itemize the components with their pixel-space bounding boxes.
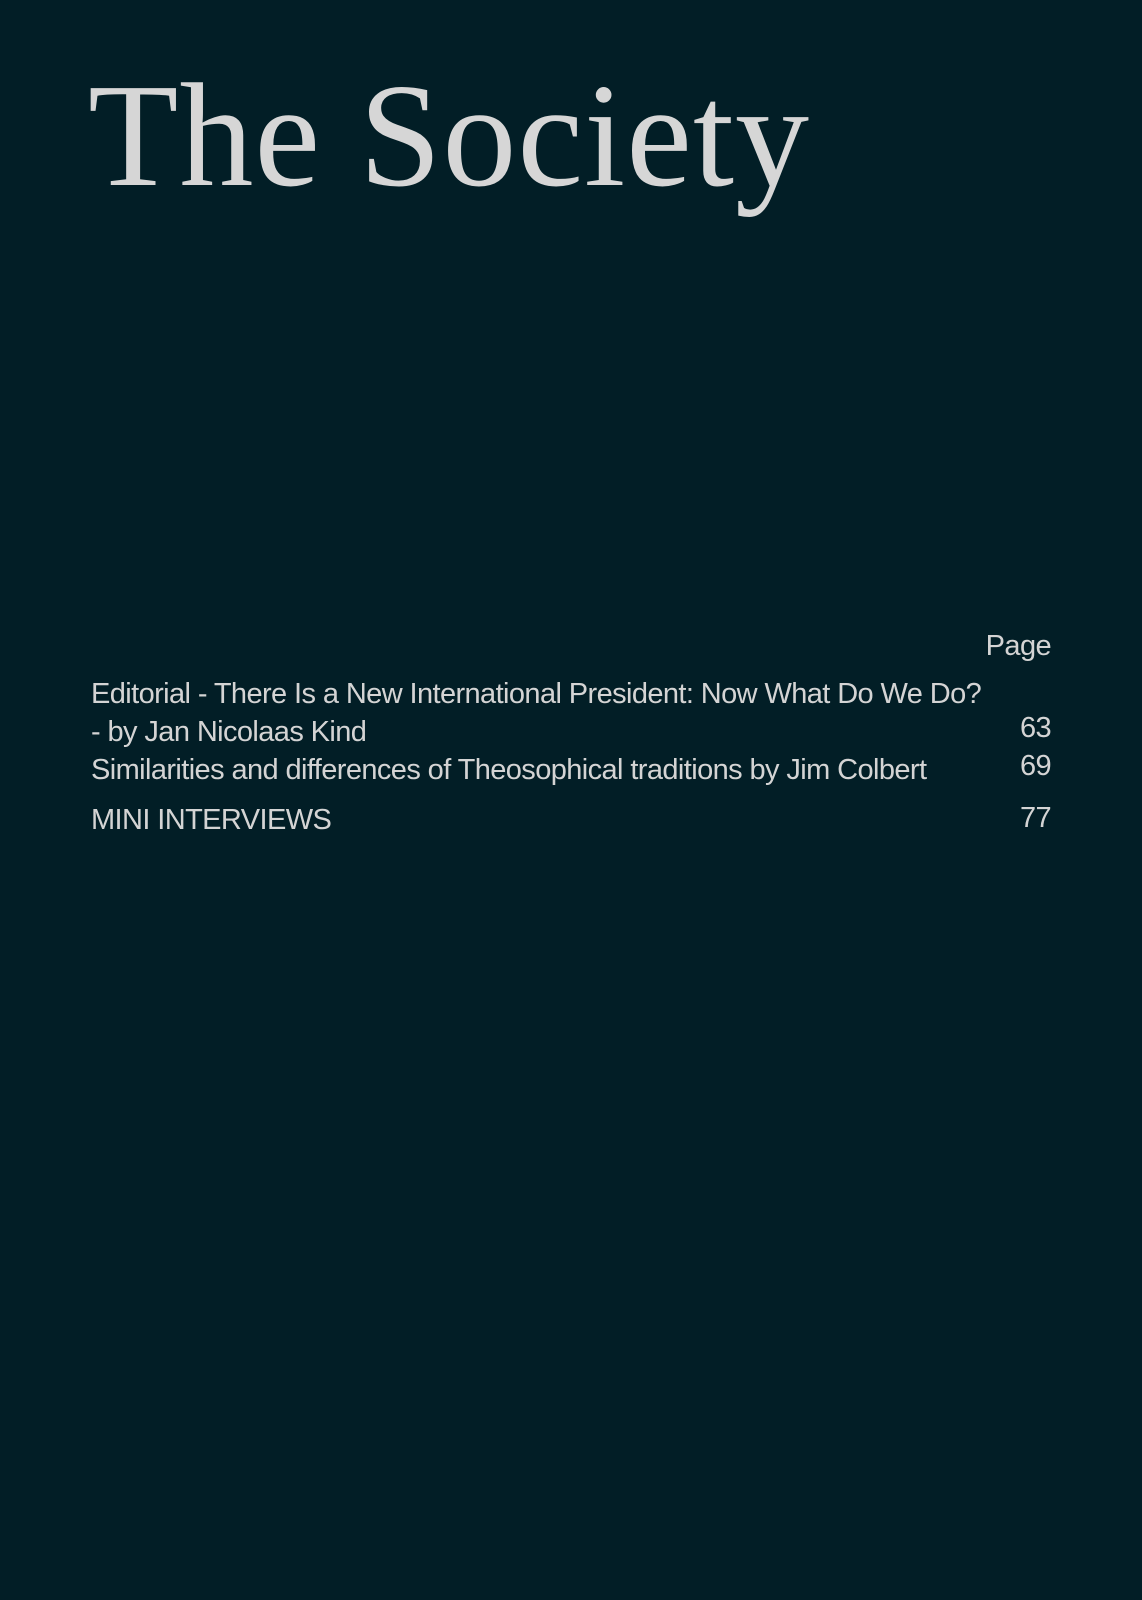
toc-entry-2-page: 69 bbox=[1019, 750, 1051, 782]
toc-entry-1-line-2: - by Jan Nicolaas Kind bbox=[91, 716, 367, 748]
page-column-header: Page bbox=[985, 630, 1051, 662]
toc-entry-1-page: 63 bbox=[1019, 712, 1051, 744]
toc-entry-1-line-1: Editorial - There Is a New International President: Now What Do We Do? bbox=[91, 678, 982, 710]
page-title: The Society bbox=[88, 54, 811, 218]
toc-entry-3-title: MINI INTERVIEWS bbox=[91, 804, 332, 836]
toc-entry-2-title: Similarities and differences of Theosophical traditions by Jim Colbert bbox=[91, 754, 927, 786]
toc-entry-3-page: 77 bbox=[1019, 802, 1051, 834]
